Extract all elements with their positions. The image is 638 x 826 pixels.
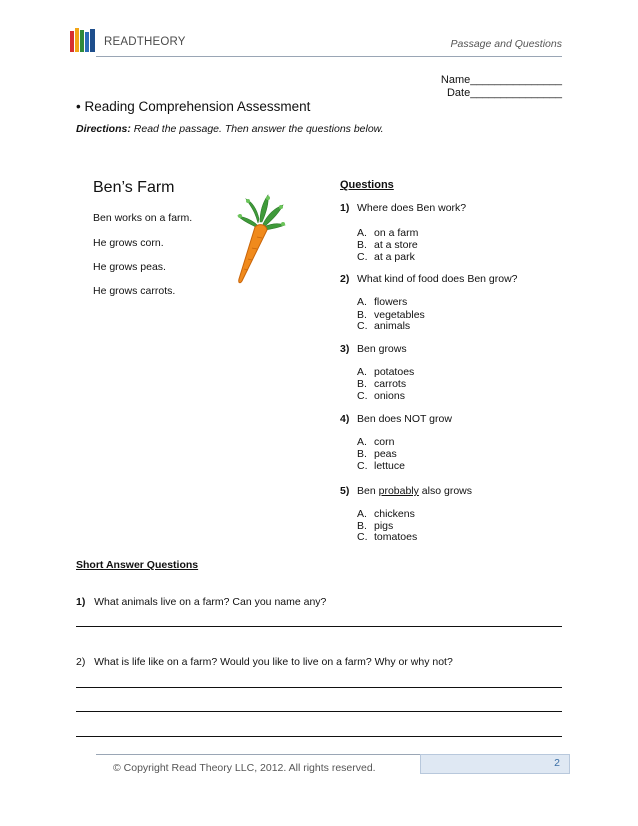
short-answer-question-1 xyxy=(76,596,326,608)
question-text: Ben grows xyxy=(357,343,407,355)
option-text: flowers xyxy=(374,296,408,308)
question-text xyxy=(357,485,472,497)
option-text: potatoes xyxy=(374,366,415,378)
header-section-label: Passage and Questions xyxy=(450,38,562,50)
passage-line: He grows carrots. xyxy=(93,285,176,297)
option-text: at a park xyxy=(374,251,415,263)
short-answer-question-2 xyxy=(76,656,453,668)
question-text: Ben does NOT grow xyxy=(357,413,452,425)
option-text: vegetables xyxy=(374,309,425,321)
option-letter: C. xyxy=(357,460,368,472)
option-letter: B. xyxy=(357,448,367,460)
option-text: animals xyxy=(374,320,411,332)
option-text: tomatoes xyxy=(374,531,418,543)
option-letter: A. xyxy=(357,366,367,378)
answer-line xyxy=(76,736,562,737)
copyright-notice: © Copyright Read Theory LLC, 2012. All rights reserved. xyxy=(113,762,376,774)
question-text-before: Ben xyxy=(357,485,379,497)
directions-label: Directions: xyxy=(76,123,131,135)
question-number: 3) xyxy=(340,343,350,355)
option-text: pigs xyxy=(374,520,394,532)
readtheory-logo xyxy=(70,28,96,52)
option-text: peas xyxy=(374,448,397,460)
option-text: at a store xyxy=(374,239,418,251)
question-text: Where does Ben work? xyxy=(357,202,467,214)
option-letter: A. xyxy=(357,436,367,448)
question-number: 5) xyxy=(340,485,350,497)
short-answer-header: Short Answer Questions xyxy=(76,559,199,571)
option-text: lettuce xyxy=(374,460,405,472)
page-number: 2 xyxy=(554,757,560,769)
passage-line: He grows peas. xyxy=(93,261,166,273)
answer-line xyxy=(76,687,562,688)
option-letter: A. xyxy=(357,227,367,239)
option-text: carrots xyxy=(374,378,407,390)
option-text: onions xyxy=(374,390,405,402)
name-field: Name_______________ xyxy=(440,74,562,86)
question-text-after: also grows xyxy=(418,485,472,497)
page-number-box xyxy=(420,754,570,774)
directions xyxy=(76,123,384,135)
option-letter: B. xyxy=(357,309,367,321)
option-text: on a farm xyxy=(374,227,419,239)
option-letter: C. xyxy=(357,251,368,263)
directions-text: Read the passage. Then answer the questions below. xyxy=(133,123,384,135)
date-field: Date_______________ xyxy=(446,87,562,99)
short-answer-text: What is life like on a farm? Would you like to live on a farm? Why or why not? xyxy=(94,656,453,668)
question-number: 1) xyxy=(340,202,350,214)
option-letter: C. xyxy=(357,390,368,402)
short-answer-text: What animals live on a farm? Can you name any? xyxy=(94,596,327,608)
passage-line: Ben works on a farm. xyxy=(93,212,193,224)
header-divider xyxy=(96,56,562,57)
option-letter: B. xyxy=(357,239,367,251)
assessment-title: • Reading Comprehension Assessment xyxy=(76,99,311,114)
question-number: 4) xyxy=(340,413,350,425)
option-letter: A. xyxy=(357,508,367,520)
option-letter: C. xyxy=(357,531,368,543)
option-text: chickens xyxy=(374,508,415,520)
answer-line xyxy=(76,626,562,627)
option-letter: B. xyxy=(357,520,367,532)
question-number: 2) xyxy=(340,273,350,285)
question-text-underlined: probably xyxy=(378,485,419,497)
brand-name: READTHEORY xyxy=(104,36,186,48)
short-answer-number: 1) xyxy=(76,596,86,608)
option-letter: C. xyxy=(357,320,368,332)
option-letter: A. xyxy=(357,296,367,308)
answer-line xyxy=(76,711,562,712)
question-text: What kind of food does Ben grow? xyxy=(357,273,518,285)
passage-title: Ben’s Farm xyxy=(93,179,175,196)
option-letter: B. xyxy=(357,378,367,390)
carrot-illustration xyxy=(228,193,288,285)
option-text: corn xyxy=(374,436,395,448)
passage-line: He grows corn. xyxy=(93,237,164,249)
short-answer-number: 2) xyxy=(76,656,86,668)
questions-header: Questions xyxy=(340,179,394,191)
